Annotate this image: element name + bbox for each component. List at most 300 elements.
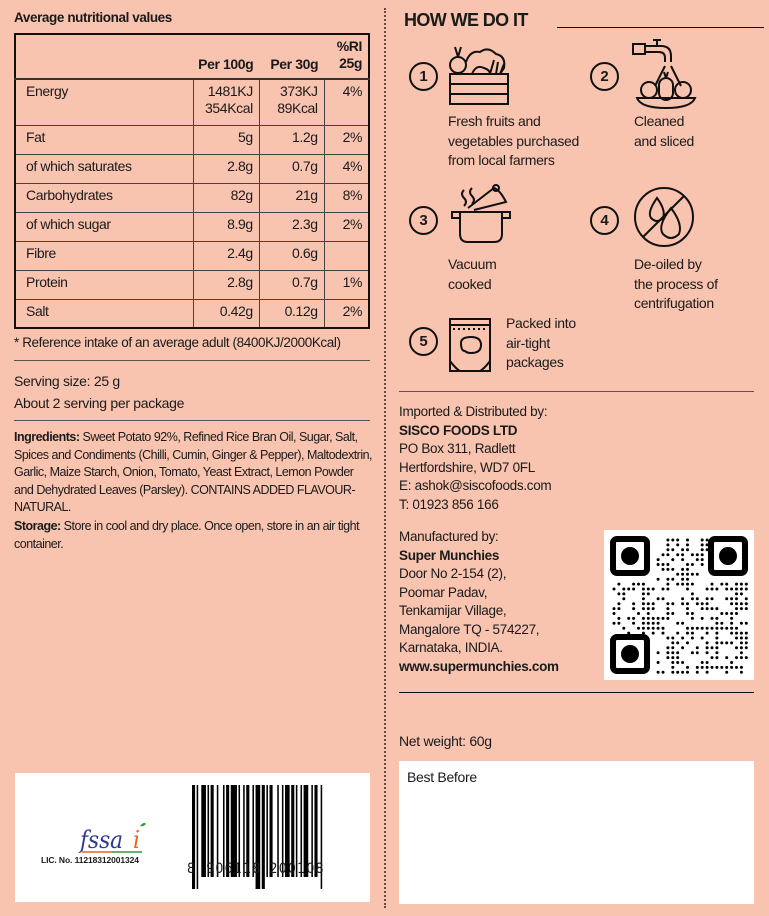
qr-module [647, 627, 650, 630]
nutrition-table [14, 33, 370, 329]
per30-value: 0.12g [259, 299, 324, 328]
manufacturer-heading: Manufactured by: [399, 529, 499, 544]
qr-module [671, 651, 674, 654]
qr-module [696, 597, 699, 600]
qr-module [706, 627, 709, 630]
qr-module [657, 671, 660, 674]
qr-module [735, 646, 738, 649]
qr-module [686, 607, 689, 610]
qr-module [740, 607, 743, 610]
qr-module [632, 602, 635, 605]
qr-module [735, 592, 738, 595]
qr-module [676, 539, 679, 542]
qr-module [745, 632, 748, 635]
qr-module [725, 588, 728, 591]
manufacturer-website[interactable]: www.supermunchies.com [399, 658, 559, 674]
per100-kj: 1481KJ [207, 83, 253, 99]
qr-module [617, 592, 620, 595]
qr-finder-dot [621, 645, 639, 663]
qr-module [740, 622, 743, 625]
qr-module [637, 612, 640, 615]
qr-module [676, 656, 679, 659]
qr-module [740, 588, 743, 591]
qr-module [666, 548, 669, 551]
qr-module [711, 646, 714, 649]
ri-value: 2% [324, 212, 369, 241]
qr-module [657, 617, 660, 620]
divider [14, 420, 370, 421]
qr-module [701, 539, 704, 542]
nutrient-label: Fibre [15, 241, 193, 270]
qr-module [666, 602, 669, 605]
qr-module [730, 612, 733, 615]
nutrient-label: of which saturates [15, 154, 193, 183]
qr-module [622, 627, 625, 630]
ri-value: 2% [324, 299, 369, 328]
qr-module [691, 637, 694, 640]
qr-module [745, 583, 748, 586]
qr-module [691, 563, 694, 566]
qr-module [652, 602, 655, 605]
qr-module [740, 666, 743, 669]
qr-module [730, 602, 733, 605]
qr-module [652, 588, 655, 591]
qr-module [725, 627, 728, 630]
qr-module [696, 627, 699, 630]
qr-module [681, 573, 684, 576]
step-text-line: Fresh fruits and [448, 113, 541, 129]
qr-module [671, 612, 674, 615]
qr-module [681, 597, 684, 600]
qr-module [701, 602, 704, 605]
how-we-do-it-title: HOW WE DO IT [404, 10, 528, 30]
qr-module [706, 588, 709, 591]
per30-value: 0.6g [259, 241, 324, 270]
header-ri-label: %RI [336, 38, 362, 54]
nutrient-label: Protein [15, 270, 193, 299]
qr-module [647, 607, 650, 610]
per30-kcal: 89Kcal [277, 100, 318, 116]
qr-module [706, 602, 709, 605]
best-before-label: Best Before [407, 769, 477, 785]
qr-module [671, 661, 674, 664]
step-text-line: Vacuum [448, 256, 497, 272]
qr-module [617, 583, 620, 586]
per30-value [259, 79, 324, 125]
qr-module [706, 632, 709, 635]
header-per100: Per 100g [193, 34, 259, 79]
qr-module [676, 632, 679, 635]
qr-module [730, 666, 733, 669]
step-5-description [506, 314, 576, 373]
qr-module [691, 592, 694, 595]
qr-module [696, 671, 699, 674]
qr-module [696, 602, 699, 605]
qr-module [691, 597, 694, 600]
qr-module [652, 622, 655, 625]
qr-module [711, 666, 714, 669]
qr-module [662, 563, 665, 566]
qr-module [632, 588, 635, 591]
qr-module [701, 558, 704, 561]
nutrient-label: Salt [15, 299, 193, 328]
qr-module [671, 671, 674, 674]
qr-module [715, 607, 718, 610]
qr-module [671, 558, 674, 561]
qr-module [706, 548, 709, 551]
pouch-package-icon [447, 317, 493, 373]
qr-code[interactable] [604, 530, 754, 680]
svg-text:fssa: fssa [80, 826, 124, 854]
qr-module [696, 666, 699, 669]
qr-module [701, 637, 704, 640]
qr-module [720, 622, 723, 625]
qr-module [701, 666, 704, 669]
qr-module [735, 597, 738, 600]
qr-module [711, 627, 714, 630]
ingredients-label: Ingredients: [14, 430, 80, 444]
qr-module [706, 641, 709, 644]
qr-module [637, 627, 640, 630]
qr-module [666, 553, 669, 556]
qr-module [715, 666, 718, 669]
qr-module [666, 543, 669, 546]
qr-module [666, 563, 669, 566]
qr-module [740, 646, 743, 649]
qr-module [642, 617, 645, 620]
qr-module [745, 637, 748, 640]
nutrition-title: Average nutritional values [14, 10, 172, 25]
qr-module [681, 583, 684, 586]
qr-module [671, 548, 674, 551]
qr-module [730, 588, 733, 591]
manufacturer-name: Super Munchies [399, 547, 500, 563]
per30-kj: 373KJ [279, 83, 318, 99]
qr-module [627, 632, 630, 635]
qr-module [696, 558, 699, 561]
qr-module [671, 568, 674, 571]
qr-module [666, 651, 669, 654]
step-number-5: 5 [409, 327, 438, 356]
qr-module [686, 578, 689, 581]
qr-module [647, 617, 650, 620]
no-oil-icon [633, 186, 695, 248]
qr-module [691, 553, 694, 556]
qr-module [706, 666, 709, 669]
qr-module [715, 622, 718, 625]
qr-module [745, 597, 748, 600]
qr-module [671, 578, 674, 581]
qr-module [686, 548, 689, 551]
qr-module [686, 632, 689, 635]
qr-module [701, 563, 704, 566]
nutrient-label: Energy [15, 79, 193, 125]
divider [399, 391, 754, 392]
nutrient-label: Carbohydrates [15, 183, 193, 212]
table-row [15, 299, 369, 328]
step-text-line: air-tight [506, 334, 550, 351]
net-weight: Net weight: 60g [399, 733, 492, 749]
qr-module [642, 627, 645, 630]
qr-module [676, 641, 679, 644]
per30-value: 1.2g [259, 125, 324, 154]
qr-module [686, 568, 689, 571]
qr-module [647, 622, 650, 625]
qr-module [681, 646, 684, 649]
nutrition-header-row [15, 34, 369, 79]
reference-intake-note: * Reference intake of an average adult (8400KJ/2000Kcal) [14, 335, 341, 350]
svg-text:i: i [133, 826, 140, 854]
qr-module [613, 612, 616, 615]
table-row [15, 212, 369, 241]
per100-value: 2.4g [193, 241, 259, 270]
per100-value: 8.9g [193, 212, 259, 241]
nutrient-label: of which sugar [15, 212, 193, 241]
qr-module [696, 651, 699, 654]
qr-module [740, 602, 743, 605]
step-text-line: Cleaned [634, 113, 685, 129]
header-ri [324, 34, 369, 79]
ri-value: 8% [324, 183, 369, 212]
qr-module [652, 627, 655, 630]
ingredients-text [14, 429, 374, 517]
storage-text [14, 518, 374, 553]
qr-module [662, 568, 665, 571]
qr-module [662, 671, 665, 674]
qr-module [657, 661, 660, 664]
qr-module [701, 543, 704, 546]
qr-module [735, 637, 738, 640]
header-per30: Per 30g [259, 34, 324, 79]
step-3-description [448, 255, 497, 294]
per100-value: 82g [193, 183, 259, 212]
table-row [15, 79, 369, 125]
qr-module [666, 588, 669, 591]
manufacturer-address-line: Karnataka, INDIA. [399, 640, 503, 655]
license-number: LIC. No. 11218312001324 [41, 855, 139, 865]
barcode-first-digit: 8 [187, 861, 197, 877]
qr-module [662, 588, 665, 591]
qr-module [691, 573, 694, 576]
qr-module [696, 646, 699, 649]
ingredients-list: Sweet Potato 92%, Refined Rice Bran Oil, Sugar, Salt, Spices and Condiments (Chilli, Cumin, Ginger & Pepper), Maltodextrin, Garlic, Maize Starch, Onion, Tomato, Yeast Extract, Lemon Powder and Dehydrated Leaves (Parsley). CONTAINS ADDED FLAVOUR- NATURAL. [14, 430, 373, 514]
qr-module [657, 622, 660, 625]
divider [399, 692, 754, 693]
qr-module [657, 558, 660, 561]
importer-address-line: Hertfordshire, WD7 0FL [399, 459, 535, 475]
qr-module [622, 597, 625, 600]
header-nutrient [15, 34, 193, 79]
qr-module [666, 583, 669, 586]
qr-module [715, 641, 718, 644]
serving-info [14, 370, 184, 414]
qr-module [701, 548, 704, 551]
qr-module [715, 637, 718, 640]
qr-module [642, 602, 645, 605]
header-ri-weight: 25g [339, 55, 362, 71]
qr-module [632, 583, 635, 586]
best-before-box [399, 761, 754, 904]
qr-module [647, 588, 650, 591]
qr-module [706, 646, 709, 649]
qr-module [622, 588, 625, 591]
qr-module [676, 651, 679, 654]
qr-module [666, 578, 669, 581]
qr-module [676, 553, 679, 556]
step-number-3: 3 [409, 206, 438, 235]
qr-module [715, 651, 718, 654]
qr-module [745, 588, 748, 591]
qr-module [647, 602, 650, 605]
qr-module [735, 666, 738, 669]
qr-module [740, 651, 743, 654]
qr-module [662, 597, 665, 600]
fold-divider [384, 8, 386, 908]
qr-module [701, 627, 704, 630]
qr-module [652, 617, 655, 620]
tap-washing-icon [631, 38, 701, 110]
qr-module [613, 588, 616, 591]
qr-module [686, 543, 689, 546]
table-row [15, 125, 369, 154]
qr-module [725, 656, 728, 659]
qr-module [617, 602, 620, 605]
qr-module [740, 656, 743, 659]
manufacturer-address-line: Mangalore TQ - 574227, [399, 621, 540, 637]
qr-module [711, 583, 714, 586]
qr-module [671, 637, 674, 640]
qr-module [681, 671, 684, 674]
qr-module [642, 592, 645, 595]
qr-module [740, 592, 743, 595]
qr-finder-dot [719, 547, 737, 565]
qr-module [730, 597, 733, 600]
qr-module [745, 641, 748, 644]
qr-module [681, 637, 684, 640]
barcode-right-digits: 200108 [269, 861, 325, 877]
per100-kcal: 354Kcal [205, 100, 253, 116]
per100-value: 0.42g [193, 299, 259, 328]
qr-module [652, 607, 655, 610]
qr-module [617, 607, 620, 610]
qr-module [681, 622, 684, 625]
qr-module [691, 651, 694, 654]
qr-module [740, 632, 743, 635]
qr-module [711, 588, 714, 591]
qr-module [647, 592, 650, 595]
importer-phone: T: 01923 856 166 [399, 496, 499, 512]
qr-module [745, 656, 748, 659]
qr-module [730, 641, 733, 644]
qr-module [725, 641, 728, 644]
serving-size: Serving size: 25 g [14, 373, 120, 389]
qr-module [715, 617, 718, 620]
qr-module [637, 583, 640, 586]
qr-module [671, 656, 674, 659]
nutrient-label: Fat [15, 125, 193, 154]
qr-module [642, 597, 645, 600]
qr-module [666, 612, 669, 615]
qr-module [681, 661, 684, 664]
qr-module [715, 627, 718, 630]
qr-module [696, 553, 699, 556]
barcode-left-digits: 906118 [206, 861, 262, 877]
qr-module [662, 553, 665, 556]
per30-value: 21g [259, 183, 324, 212]
qr-module [613, 607, 616, 610]
qr-module [662, 617, 665, 620]
table-row [15, 241, 369, 270]
step-2-description [634, 112, 694, 151]
qr-module [735, 656, 738, 659]
qr-module [622, 592, 625, 595]
title-rule [557, 27, 764, 28]
per100-value: 2.8g [193, 270, 259, 299]
step-text-line: and sliced [634, 132, 695, 149]
step-number-2: 2 [590, 62, 619, 91]
qr-module [701, 607, 704, 610]
importer-name: SISCO FOODS LTD [399, 422, 518, 438]
qr-module [715, 646, 718, 649]
qr-module [720, 612, 723, 615]
qr-module [642, 583, 645, 586]
qr-module [681, 548, 684, 551]
qr-module [725, 671, 728, 674]
qr-module [725, 583, 728, 586]
storage-label: Storage: [14, 519, 61, 533]
qr-module [720, 583, 723, 586]
per100-value: 2.8g [193, 154, 259, 183]
step-text-line: packages [506, 354, 564, 370]
qr-module [657, 578, 660, 581]
step-text-line: from local farmers [448, 152, 555, 168]
qr-module [711, 617, 714, 620]
qr-module [725, 666, 728, 669]
divider [14, 360, 370, 361]
qr-module [686, 627, 689, 630]
importer-info [399, 403, 551, 514]
step-4-description [634, 255, 718, 314]
qr-module [711, 607, 714, 610]
qr-module [627, 588, 630, 591]
qr-module [686, 666, 689, 669]
table-row [15, 154, 369, 183]
qr-module [617, 622, 620, 625]
qr-module [706, 671, 709, 674]
qr-module [686, 671, 689, 674]
qr-module [671, 646, 674, 649]
qr-module [745, 646, 748, 649]
qr-module [720, 666, 723, 669]
qr-module [613, 622, 616, 625]
qr-module [696, 573, 699, 576]
qr-module [676, 661, 679, 664]
qr-module [647, 612, 650, 615]
manufacturer-address-line: Tenkamijar Village, [399, 603, 507, 618]
qr-module [711, 656, 714, 659]
qr-module [730, 661, 733, 664]
qr-module [681, 553, 684, 556]
qr-module [632, 622, 635, 625]
qr-module [666, 637, 669, 640]
qr-module [706, 597, 709, 600]
qr-module [666, 607, 669, 610]
qr-module [662, 627, 665, 630]
qr-code-graphic [604, 530, 754, 680]
importer-heading: Imported & Distributed by: [399, 404, 548, 419]
qr-module [676, 671, 679, 674]
ri-value: 1% [324, 270, 369, 299]
